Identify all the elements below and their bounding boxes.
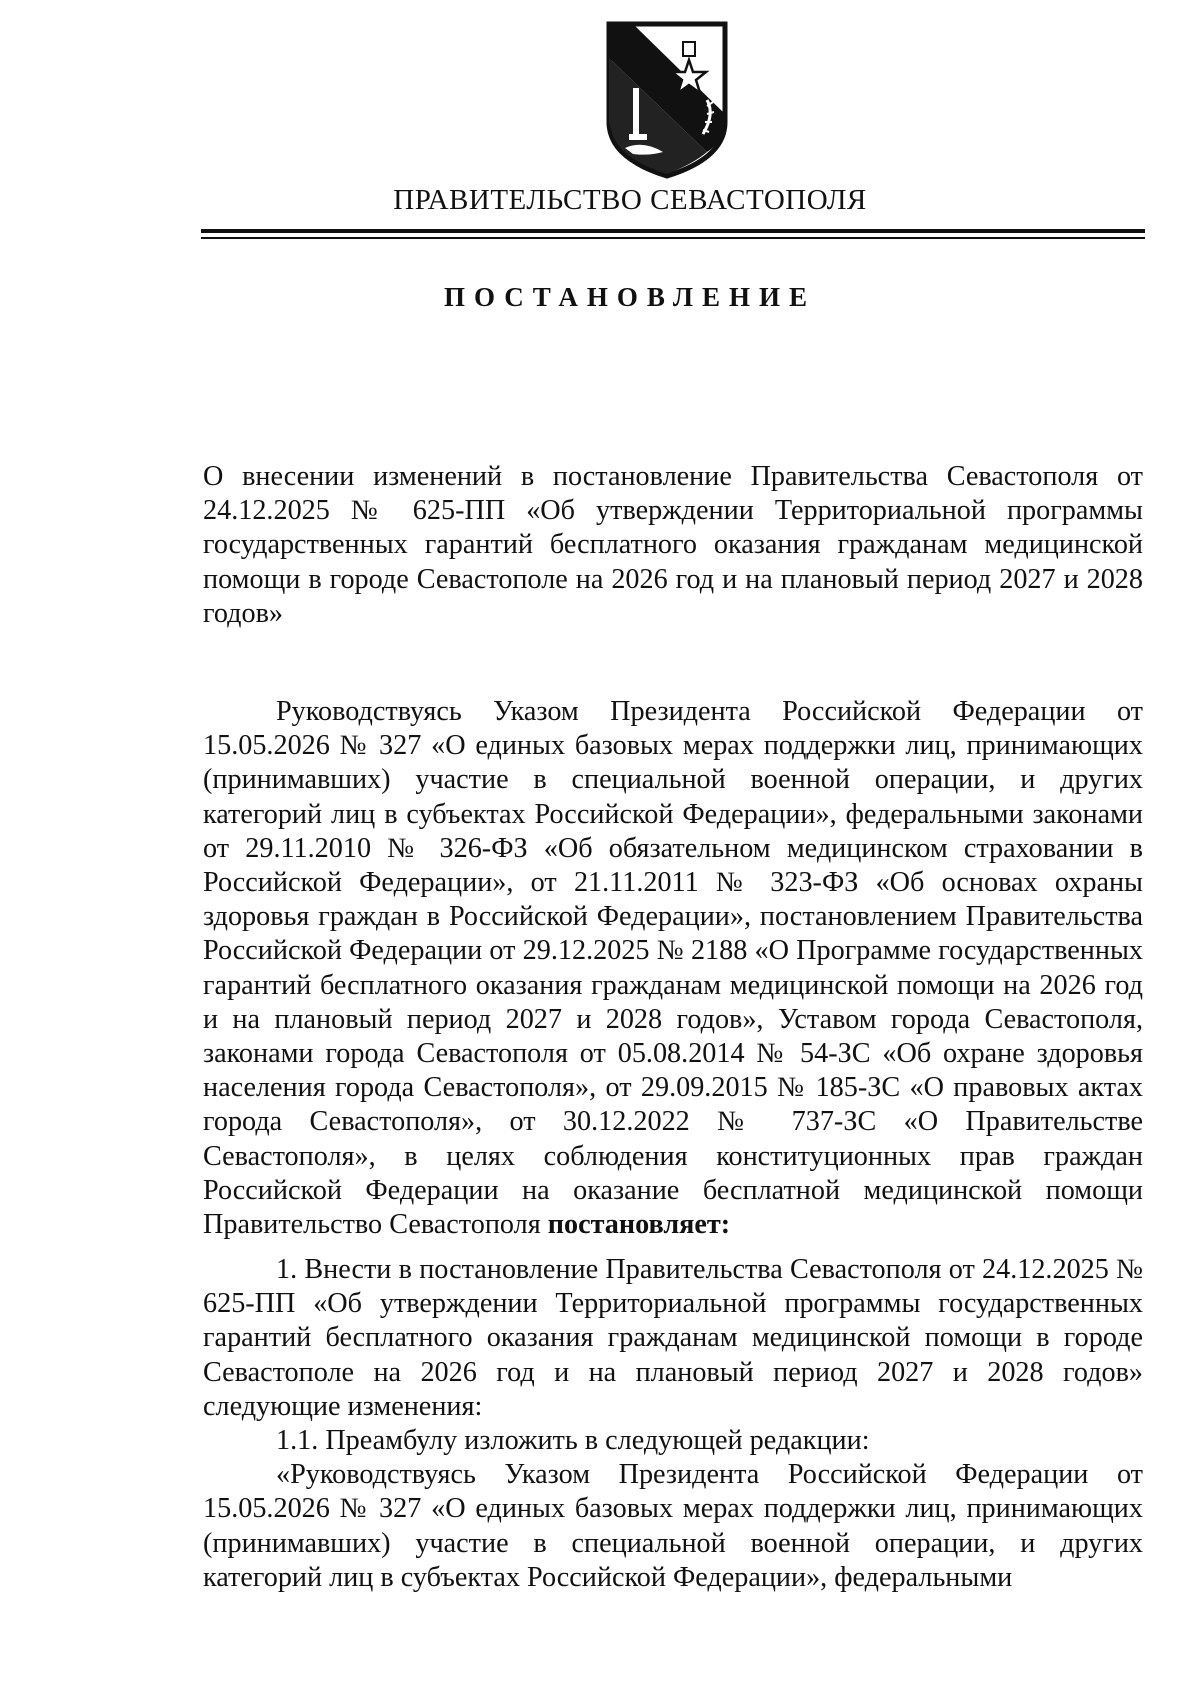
resolution-items — [203, 1253, 1143, 1595]
document-type-title: ПОСТАНОВЛЕНИЕ — [443, 282, 817, 312]
preamble-paragraph — [203, 695, 1143, 1242]
document-subject: О внесении изменений в постановление Правительства Севастополя от 24.12.2025 № 625-ПП «Об утверждении Территориальной программы государственных гарантий бесплатного оказания гражданам медицинской помощи в городе Севастополе на 2026 год и на плановый период 2027 и 2028 годов» — [203, 461, 1143, 629]
sevastopol-coat-of-arms-icon — [603, 18, 731, 180]
header-rule-thick — [201, 229, 1145, 233]
item-1-1-quote: «Руководствуясь Указом Президента Российской Федерации от 15.05.2026 № 327 «О единых базовых мерах поддержки лиц, принимающих (принимавших) участие в специальной военной операции, и других категорий лиц в субъектах Российской Федерации», федеральными — [203, 1459, 1143, 1593]
resolves-keyword: постановляет: — [547, 1209, 731, 1241]
preamble-body: Руководствуясь Указом Президента Российской Федерации от 15.05.2026 № 327 «О единых базовых мерах поддержки лиц, принимающих (принимавших) участие в специальной военной операции, и других категорий лиц в субъектах Российской Федерации», федеральными законами от 29.11.2010 № 326-ФЗ «Об обязательном медицинском страховании в Российской Федерации», от 21.11.2011 № 323-ФЗ «Об основах охраны здоровья граждан в Российской Федерации», постановлением Правительства Российской Федерации от 29.12.2025 № 2188 «О Программе государственных гарантий бесплатного оказания гражданам медицинской помощи на 2026 год и на плановый период 2027 и 2028 годов», Уставом города Севастополя, законами города Севастополя от 05.08.2014 № 54-ЗС «Об охране здоровья населения города Севастополя», от 29.09.2015 № 185-ЗС «О правовых актах города Севастополя», от 30.12.2022 № 737-ЗС «О Правительстве Севастополя», в целях соблюдения конституционных прав граждан Российской Федерации на оказание бесплатной медицинской помощи Правительство Севастополя — [203, 696, 1143, 1241]
item-1-1: 1.1. Преамбулу изложить в следующей редакции: — [276, 1425, 870, 1457]
item-1: 1. Внести в постановление Правительства Севастополя от 24.12.2025 № 625-ПП «Об утверждении Территориальной программы государственных гарантий бесплатного оказания гражданам медицинской помощи в городе Севастополе на 2026 год и на плановый период 2027 и 2028 годов» следующие изменения: — [203, 1254, 1143, 1422]
government-title: ПРАВИТЕЛЬСТВО СЕВАСТОПОЛЯ — [393, 184, 867, 216]
preamble-text — [203, 695, 1143, 1242]
header-rule-thin — [201, 237, 1145, 239]
